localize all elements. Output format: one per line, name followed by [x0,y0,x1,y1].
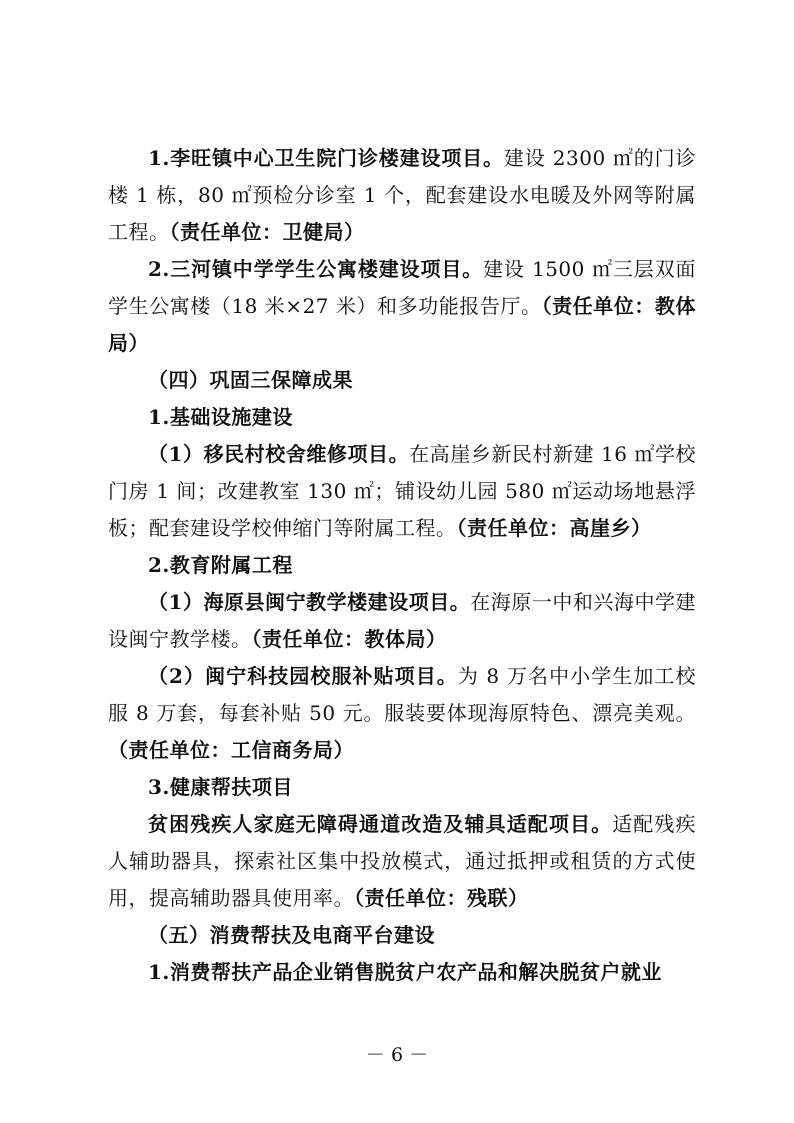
section-heading-4: （四）巩固三保障成果 [148,368,353,392]
subheading-health: 3.健康帮扶项目 [148,775,293,799]
paragraph-4: （1）海原县闽宁教学楼建设项目。在海原一中和兴海中学建设闽宁教学楼。（责任单位：教体局） [108,590,697,651]
document-body [108,140,696,991]
paragraph-1: 1.李旺镇中心卫生院门诊楼建设项目。建设 2300 ㎡的门诊楼 1 栋，80 ㎡预检分诊室 1 个，配套建设水电暖及外网等附属工程。（责任单位：卫健局） [108,146,696,244]
section-heading-5: （五）消费帮扶及电商平台建设 [148,923,435,947]
page-number: － 6 － [365,1044,429,1066]
subheading-education: 2.教育附属工程 [148,553,293,577]
subheading-consumption: 1.消费帮扶产品企业销售脱贫户农产品和解决脱贫户就业 [148,960,662,984]
paragraph-3: （1）移民村校舍维修项目。在高崖乡新民村新建 16 ㎡学校门房 1 间；改建教室 130 ㎡；铺设幼儿园 580 ㎡运动场地悬浮板；配套建设学校伸缩门等附属工程。（责任单位：高崖乡） [108,442,696,540]
paragraph-2: 2.三河镇中学学生公寓楼建设项目。建设 1500 ㎡三层双面学生公寓楼（18 米×27 米）和多功能报告厅。（责任单位：教体局） [108,257,696,355]
paragraph-6: 贫困残疾人家庭无障碍通道改造及辅具适配项目。适配残疾人辅助器具，探索社区集中投放模式，通过抵押或租赁的方式使用，提高辅助器具使用率。（责任单位：残联） [108,812,697,910]
subheading-infrastructure: 1.基础设施建设 [148,405,293,429]
paragraph-5: （2）闽宁科技园校服补贴项目。为 8 万名中小学生加工校服 8 万套，每套补贴 50 元。服装要体现海原特色、漂亮美观。（责任单位：工信商务局） [108,664,696,762]
